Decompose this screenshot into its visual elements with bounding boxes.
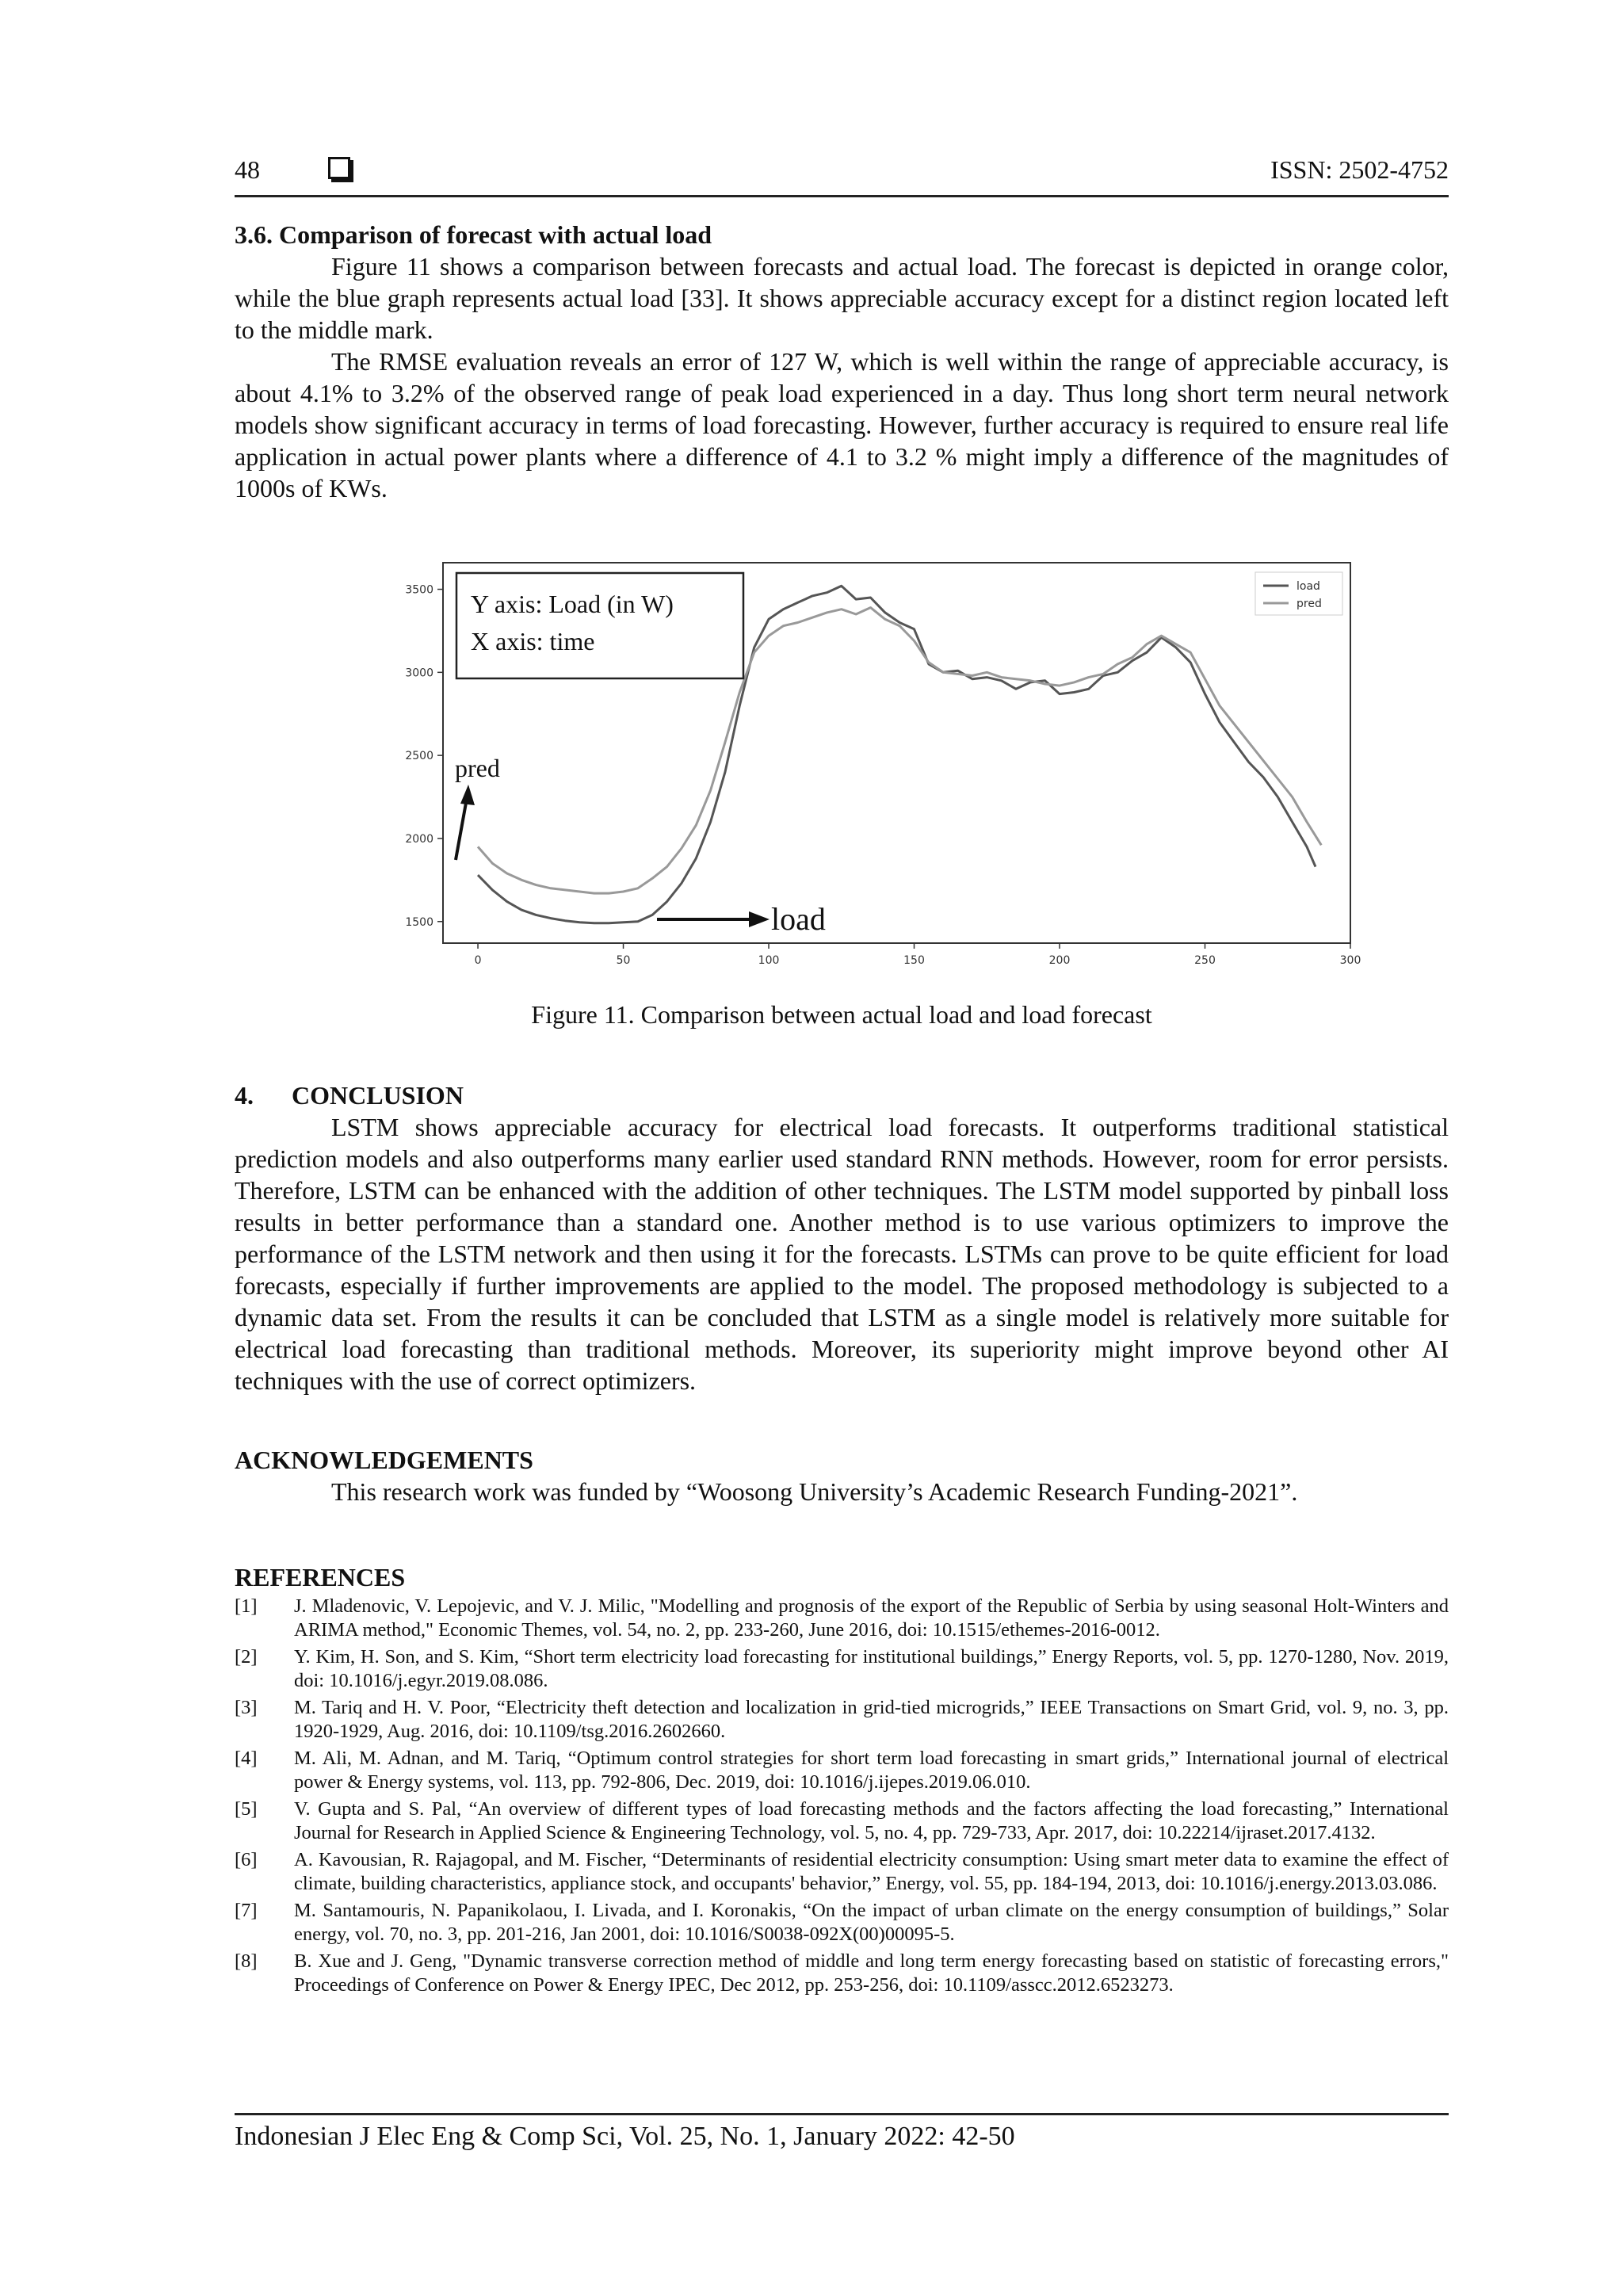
x-tick-label: 250 xyxy=(1194,954,1216,967)
reference-item xyxy=(235,1899,1449,1946)
section-acknowledgements xyxy=(235,1444,1449,1507)
reference-number: [5] xyxy=(235,1798,258,1820)
checkbox-square-icon xyxy=(328,157,350,179)
reference-text: B. Xue and J. Geng, "Dynamic transverse correction method of middle and long term energy forecasting based on statistic of forecasting errors," Proceedings of Conference on Power & Energy IPEC, Dec 2012, pp. 253-256, doi: 10.1109/asscc.2012.6523273. xyxy=(294,1950,1449,1996)
section-3-6 xyxy=(235,219,1449,504)
y-tick-label: 1500 xyxy=(405,915,433,929)
y-tick-label: 2000 xyxy=(405,832,433,846)
reference-text: M. Tariq and H. V. Poor, “Electricity theft detection and localization in grid-tied microgrids,” IEEE Transactions on Smart Grid, vol. 9, no. 3, pp. 1920-1929, Aug. 2016, doi: 10.1109/tsg.2016.2602660. xyxy=(294,1697,1449,1742)
reference-number: [7] xyxy=(235,1900,258,1921)
reference-text: M. Ali, M. Adnan, and M. Tariq, “Optimum control strategies for short term load forecasting in smart grids,” International journal of electrical power & Energy systems, vol. 113, pp. 792-806, Dec. 2019, doi: 10.1016/j.ijepes.2019.06.010. xyxy=(294,1748,1449,1793)
x-tick-label: 150 xyxy=(903,954,925,967)
reference-text: J. Mladenovic, V. Lepojevic, and V. J. Milic, "Modelling and prognosis of the export of the Republic of Serbia by using seasonal Holt-Winters and ARIMA method," Economic Themes, vol. 54, no. 2, pp. 233-260, June 2016, doi: 10.1515/ethemes-2016-0012. xyxy=(294,1595,1449,1641)
reference-item xyxy=(235,1696,1449,1743)
section-conclusion xyxy=(235,1079,1449,1396)
references-section xyxy=(235,1561,1449,2000)
x-tick-label: 300 xyxy=(1339,954,1361,967)
reference-number: [1] xyxy=(235,1595,258,1617)
paragraph: The RMSE evaluation reveals an error of 127 W, which is well within the range of appreciable accuracy, is about 4.1% to 3.2% of the observed range of peak load experienced in a day. Thus long short term neural network models show significant accuracy in terms of load forecasting. However, further accuracy is required to ensure real life application in actual power plants where a difference of 4.1 to 3.2 % might imply a difference of the magnitudes of 1000s of KWs. xyxy=(235,347,1449,502)
legend-label-pred: pred xyxy=(1296,598,1322,610)
reference-number: [6] xyxy=(235,1849,258,1870)
figure-caption: Figure 11. Comparison between actual load and load forecast xyxy=(531,1000,1152,1029)
reference-item xyxy=(235,1797,1449,1844)
page-header xyxy=(235,155,1449,197)
axis-annotation-box xyxy=(456,573,743,678)
reference-item xyxy=(235,1848,1449,1895)
section-title: 3.6. Comparison of forecast with actual load xyxy=(235,220,712,249)
y-tick-label: 3500 xyxy=(405,583,433,597)
x-tick-label: 200 xyxy=(1048,954,1071,967)
annotation-pred: pred xyxy=(455,754,500,782)
page-footer: Indonesian J Elec Eng & Comp Sci, Vol. 25, No. 1, January 2022: 42-50 xyxy=(235,2113,1449,2152)
reference-item xyxy=(235,1950,1449,1996)
reference-text: V. Gupta and S. Pal, “An overview of different types of load forecasting methods and the factors affecting the load forecasting,” International Journal for Research in Applied Science & Engineering Technology, vol. 5, no. 4, pp. 729-733, Apr. 2017, doi: 10.22214/ijraset.2017.4132. xyxy=(294,1798,1449,1843)
reference-number: [8] xyxy=(235,1950,258,1972)
y-tick-label: 3000 xyxy=(405,667,433,680)
reference-number: [4] xyxy=(235,1748,258,1769)
reference-item xyxy=(235,1595,1449,1641)
page-number: 48 xyxy=(235,155,260,184)
y-tick-label: 2500 xyxy=(405,750,433,763)
annotation-x-axis: X axis: time xyxy=(471,627,595,655)
reference-item xyxy=(235,1747,1449,1794)
reference-text: A. Kavousian, R. Rajagopal, and M. Fischer, “Determinants of residential electricity consumption: Using smart meter data to examine the effect of climate, building characteristics, appliance stock, and occupants' behavior,” Energy, vol. 55, pp. 184-194, 2013, doi: 10.1016/j.energy.2013.03.086. xyxy=(294,1849,1449,1894)
reference-number: [3] xyxy=(235,1697,258,1718)
paragraph: This research work was funded by “Woosong University’s Academic Research Funding-2021”. xyxy=(331,1477,1298,1506)
reference-item xyxy=(235,1645,1449,1692)
legend-label-load: load xyxy=(1296,580,1320,593)
annotation-load: load xyxy=(771,901,826,937)
reference-text: M. Santamouris, N. Papanikolaou, I. Livada, and I. Koronakis, “On the impact of urban climate on the energy consumption of buildings,” Solar energy, vol. 70, no. 3, pp. 201-216, Jan 2001, doi: 10.1016/S0038-092X(00)00095-5. xyxy=(294,1900,1449,1945)
x-tick-label: 100 xyxy=(758,954,780,967)
section-title: ACKNOWLEDGEMENTS xyxy=(235,1446,533,1474)
issn: ISSN: 2502-4752 xyxy=(1270,155,1449,184)
annotation-y-axis: Y axis: Load (in W) xyxy=(471,590,674,618)
x-tick-label: 50 xyxy=(616,954,631,967)
x-tick-label: 0 xyxy=(474,954,482,967)
section-title: REFERENCES xyxy=(235,1563,406,1591)
paragraph: Figure 11 shows a comparison between forecasts and actual load. The forecast is depicted in orange color, while the blue graph represents actual load [33]. It shows appreciable accuracy except for a distinct region located left to the middle mark. xyxy=(235,252,1449,344)
reference-text: Y. Kim, H. Son, and S. Kim, “Short term electricity load forecasting for institutional buildings,” Energy Reports, vol. 5, pp. 1270-1280, Nov. 2019, doi: 10.1016/j.egyr.2019.08.086. xyxy=(294,1646,1449,1691)
reference-number: [2] xyxy=(235,1646,258,1668)
section-title: 4. CONCLUSION xyxy=(235,1081,464,1110)
figure-11-line-chart xyxy=(344,563,1361,978)
paragraph: LSTM shows appreciable accuracy for electrical load forecasts. It outperforms traditional statistical prediction models and also outperforms many earlier used standard RNN methods. However, room for error persists. Therefore, LSTM can be enhanced with the addition of other techniques. The LSTM model supported by pinball loss results in better performance than a standard one. Another method is to use various optimizers to improve the performance of the LSTM network and then using it for the forecasts. LSTMs can prove to be quite efficient for load forecasts, especially if further improvements are applied to the model. The proposed methodology is subjected to a dynamic data set. From the results it can be concluded that LSTM as a single model is relatively more suitable for electrical load forecasting than traditional methods. Moreover, its superiority might improve beyond other AI techniques with the use of correct optimizers. xyxy=(235,1113,1449,1395)
